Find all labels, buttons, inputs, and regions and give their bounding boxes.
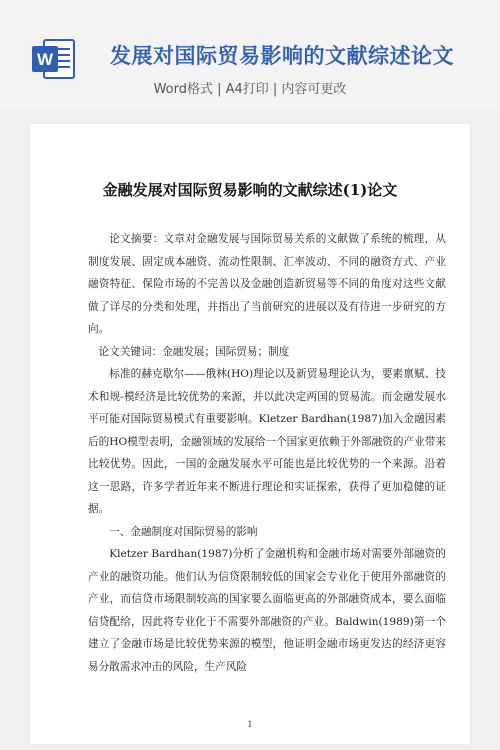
preview-header — [0, 0, 500, 110]
document-body — [88, 228, 446, 678]
format-subtitle: Word格式 | A4打印 | 内容可更改 — [153, 82, 347, 97]
section-heading: 一、金融制度对国际贸易的影响 — [109, 525, 258, 538]
page-title: 发展对国际贸易影响的文献综述论文 — [110, 44, 454, 68]
keywords-paragraph: 论文关键词：金融发展；国际贸易；制度 — [98, 345, 290, 358]
document-page — [30, 124, 470, 744]
body-paragraph: 标准的赫克歇尔——俄林(HO)理论以及新贸易理论认为，要素禀赋、技术和规-模经济是比较优势的来源，并以此决定两国的贸易流。而金融发展水平可能对国际贸易模式有重要影响。Kletzer Bardhan(1987)加入金融因素后的HO模型表明，金融领域的发展给一个国家更依赖于外部融资的产业带来比较优势。因此，一国的金融发展水平可能也是比较优势的一个来源。沿着这一思路，许多学者近年来不断进行理论和实证探索，获得了更加稳健的证据。 — [88, 368, 446, 515]
body-paragraph: Kletzer Bardhan(1987)分析了金融机构和金融市场对需要外部融资的产业的融资功能。他们认为信贷限制较低的国家会专业化于使用外部融资的产业，而信贷市场限制较高的国家要么面临更高的外部融资成本，要么面临信贷配给，因此将专业化于不需要外部融资的产业。Baldwin(1989)第一个建立了金融市场是比较优势来源的模型，他证明金融市场更发达的经济更容易分散需求冲击的风险，生产风险 — [88, 548, 446, 673]
abstract-paragraph: 论文摘要：文章对金融发展与国际贸易关系的文献做了系统的梳理，从制度发展、固定成本融资、流动性限制、汇率波动、不同的融资方式、产业融资特征、保险市场的不完善以及金融创造新贸易等不同的角度对这些文献做了详尽的分类和处理，并指出了当前研究的进展以及有待进一步研究的方向。 — [88, 233, 446, 335]
page-number: 1 — [247, 720, 253, 729]
word-icon — [30, 36, 76, 82]
word-logo-letter: W — [36, 50, 54, 69]
document-title: 金融发展对国际贸易影响的文献综述(1)论文 — [102, 181, 398, 199]
